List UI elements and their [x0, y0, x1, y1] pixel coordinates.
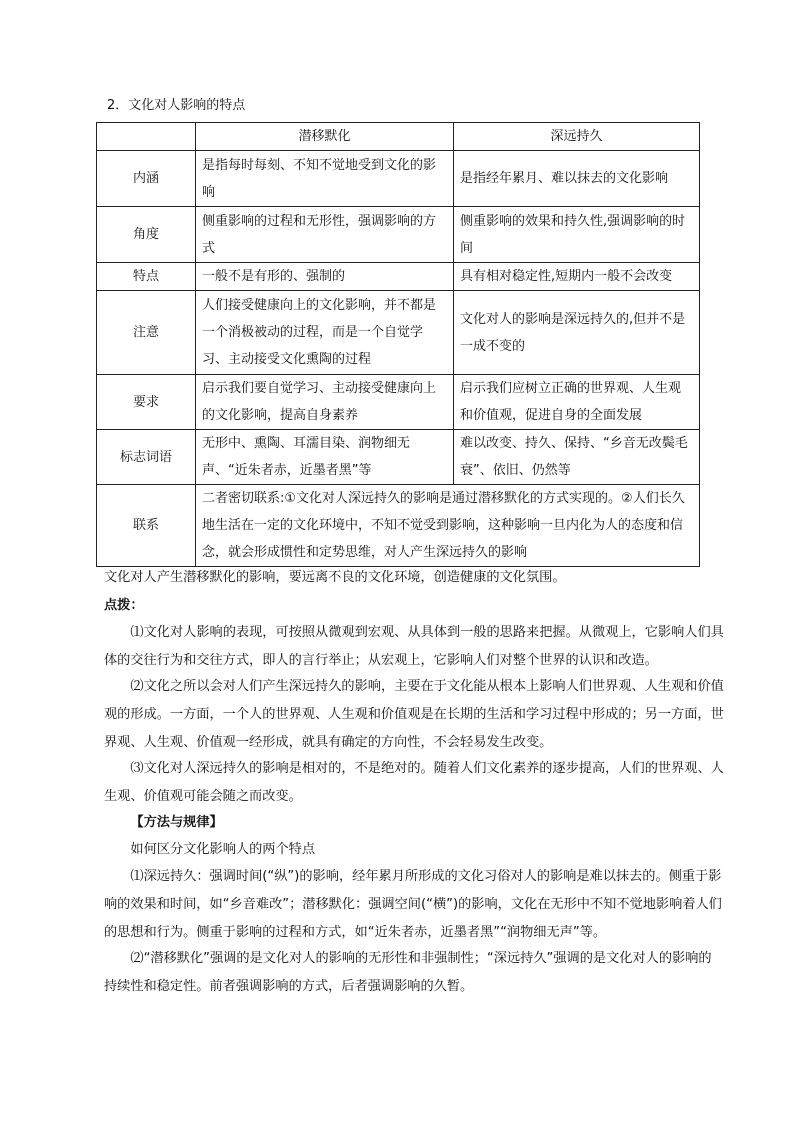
row-label: 角度 — [97, 207, 196, 263]
table-cell: 是指经年累月、难以抹去的文化影响 — [454, 151, 700, 207]
table-row — [97, 485, 700, 567]
dianbo-paragraph: ⑵文化之所以会对人们产生深远持久的影响，主要在于文化能从根本上影响人们世界观、人生观和价值观的形成。一方面，一个人的世界观、人生观和价值观是在长期的生活和学习过程中形成的；另一方面，世界观、人生观、价值观一经形成，就具有确定的方向性，不会轻易发生改变。 — [104, 679, 724, 750]
row-label: 联系 — [97, 485, 196, 567]
table-cell: 侧重影响的效果和持久性,强调影响的时间 — [454, 207, 700, 263]
table-row — [97, 151, 700, 207]
table-cell: 难以改变、持久、保持、“乡音无改鬓毛衰”、依旧、仍然等 — [454, 430, 700, 485]
table-header-cell: 潜移默化 — [196, 123, 454, 151]
feature-table — [96, 122, 700, 567]
row-label: 内涵 — [97, 151, 196, 207]
table-header-row — [97, 123, 700, 151]
table-cell: 无形中、熏陶、耳濡目染、润物细无声、“近朱者赤，近墨者黑”等 — [196, 430, 454, 485]
table-row — [97, 207, 700, 263]
table-cell: 启示我们要自觉学习、主动接受健康向上的文化影响，提高自身素养 — [196, 375, 454, 430]
section-title: 2．文化对人影响的特点 — [107, 98, 246, 113]
table-cell: 侧重影响的过程和无形性，强调影响的方式 — [196, 207, 454, 263]
row-label: 注意 — [97, 291, 196, 375]
table-cell: 启示我们应树立正确的世界观、人生观和价值观，促进自身的全面发展 — [454, 375, 700, 430]
table-cell: 具有相对稳定性,短期内一般不会改变 — [454, 263, 700, 291]
table-row — [97, 263, 700, 291]
table-header-cell — [97, 123, 196, 151]
table-row — [97, 430, 700, 485]
table-row — [97, 375, 700, 430]
table-cell: 二者密切联系:①文化对人深远持久的影响是通过潜移默化的方式实现的。②人们长久地生活在一定的文化环境中，不知不觉受到影响，这种影响一旦内化为人的态度和信念，就会形成惯性和定势思维，对人产生深远持久的影响 — [196, 485, 700, 567]
row-label: 标志词语 — [97, 430, 196, 485]
table-cell: 一般不是有形的、强制的 — [196, 263, 454, 291]
after-table-text: 文化对人产生潜移默化的影响，要远离不良的文化环境，创造健康的文化氛围。 — [104, 570, 566, 585]
method-heading: 【方法与规律】 — [130, 815, 223, 830]
table-header-cell: 深远持久 — [454, 123, 700, 151]
dianbo-heading: 点拨： — [104, 598, 144, 613]
method-subtitle: 如何区分文化影响人的两个特点 — [130, 842, 316, 857]
method-paragraph: ⑵“潜移默化”强调的是文化对人的影响的无形性和非强制性；“深远持久”强调的是文化对人的影响的持续性和稳定性。前者强调影响的方式，后者强调影响的久暂。 — [104, 951, 712, 994]
table-cell: 文化对人的影响是深远持久的,但并不是一成不变的 — [454, 291, 700, 375]
table-cell: 是指每时每刻、不知不觉地受到文化的影响 — [196, 151, 454, 207]
row-label: 要求 — [97, 375, 196, 430]
row-label: 特点 — [97, 263, 196, 291]
dianbo-paragraph: ⑶文化对人深远持久的影响是相对的，不是绝对的。随着人们文化素养的逐步提高，人们的世界观、人生观、价值观可能会随之而改变。 — [104, 761, 724, 804]
table-row — [97, 291, 700, 375]
dianbo-paragraph: ⑴文化对人影响的表现，可按照从微观到宏观、从具体到一般的思路来把握。从微观上，它影响人们具体的交往行为和交往方式，即人的言行举止；从宏观上，它影响人们对整个世界的认识和改造。 — [104, 625, 724, 668]
method-paragraph: ⑴深远持久：强调时间(“纵”)的影响，经年累月所形成的文化习俗对人的影响是难以抹去的。侧重于影响的效果和时间，如“乡音难改”；潜移默化：强调空间(“横”)的影响，文化在无形中不知不觉地影响着人们的思想和行为。侧重于影响的过程和方式，如“近朱者赤，近墨者黑”“润物细无声”等。 — [104, 869, 722, 940]
table-cell: 人们接受健康向上的文化影响，并不都是一个消极被动的过程，而是一个自觉学习、主动接受文化熏陶的过程 — [196, 291, 454, 375]
